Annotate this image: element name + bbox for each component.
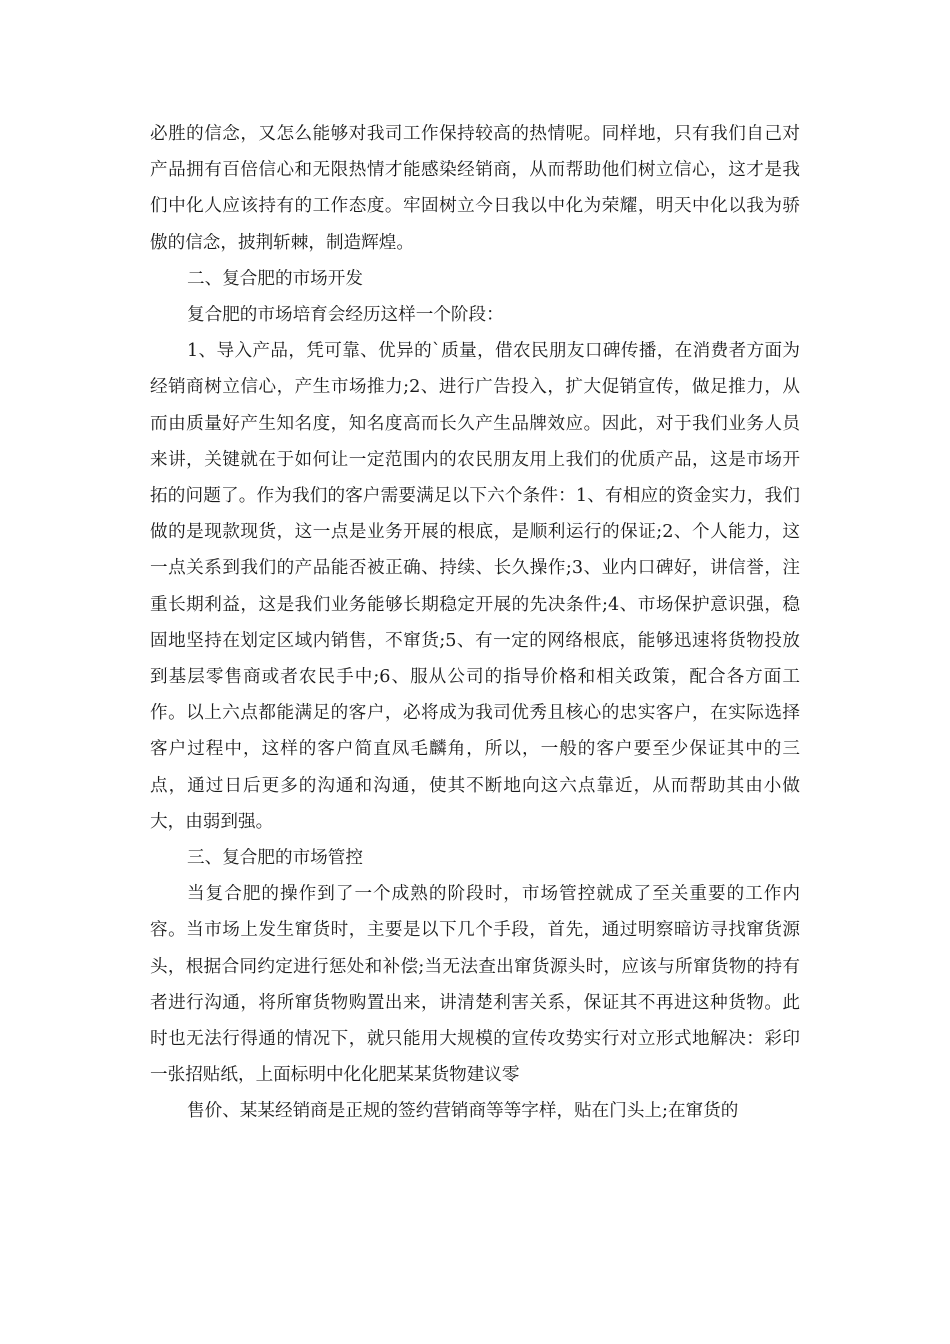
paragraph-market-control: 当复合肥的操作到了一个成熟的阶段时，市场管控就成了至关重要的工作内容。当市场上发生窜货时，主要是以下几个手段，首先，通过明察暗访寻找窜货源头，根据合同约定进行惩处和补偿;当无法查出窜货源头时，应该与所窜货物的持有者进行沟通，将所窜货物购置出来，讲清楚利害关系，保证其不再进这种货物。此时也无法行得通的情况下，就只能用大规模的宣传攻势实行对立形式地解决：彩印一张招贴纸，上面标明中化化肥某某货物建议零 xyxy=(150,884,800,1086)
paragraph-market-stages: 复合肥的市场培育会经历这样一个阶段： xyxy=(187,305,504,326)
paragraph-intro: 必胜的信念，又怎么能够对我司工作保持较高的热情呢。同样地，只有我们自己对产品拥有百倍信心和无限热情才能感染经销商，从而帮助他们树立信心，这才是我们中化人应该持有的工作态度。牢固树立今日我以中化为荣耀，明天中化以我为骄傲的信念，披荆斩棘，制造辉煌。 xyxy=(150,124,800,253)
section-heading-market-development: 二、复合肥的市场开发 xyxy=(187,268,363,289)
section-heading-market-control: 三、复合肥的市场管控 xyxy=(187,848,363,869)
paragraph-continued: 售价、某某经销商是正规的签约营销商等等字样，贴在门头上;在窜货的 xyxy=(187,1101,739,1122)
document-body xyxy=(150,116,800,1130)
paragraph-customer-conditions: 1、导入产品，凭可靠、优异的`质量，借农民朋友口碑传播，在消费者方面为经销商树立信心，产生市场推力;2、进行广告投入，扩大促销宣传，做足推力，从而由质量好产生知名度，知名度高而长久产生品牌效应。因此，对于我们业务人员来讲，关键就在于如何让一定范围内的农民朋友用上我们的优质产品，这是市场开拓的问题了。作为我们的客户需要满足以下六个条件：1、有相应的资金实力，我们做的是现款现货，这一点是业务开展的根底，是顺利运行的保证;2、个人能力，这一点关系到我们的产品能否被正确、持续、长久操作;3、业内口碑好，讲信誉，注重长期利益，这是我们业务能够长期稳定开展的先决条件;4、市场保护意识强，稳固地坚持在划定区域内销售，不窜货;5、有一定的网络根底，能够迅速将货物投放到基层零售商或者农民手中;6、服从公司的指导价格和相关政策，配合各方面工作。以上六点都能满足的客户，必将成为我司优秀且核心的忠实客户，在实际选择客户过程中，这样的客户简直凤毛麟角，所以，一般的客户要至少保证其中的三点，通过日后更多的沟通和沟通，使其不断地向这六点靠近，从而帮助其由小做大，由弱到强。 xyxy=(150,341,800,832)
